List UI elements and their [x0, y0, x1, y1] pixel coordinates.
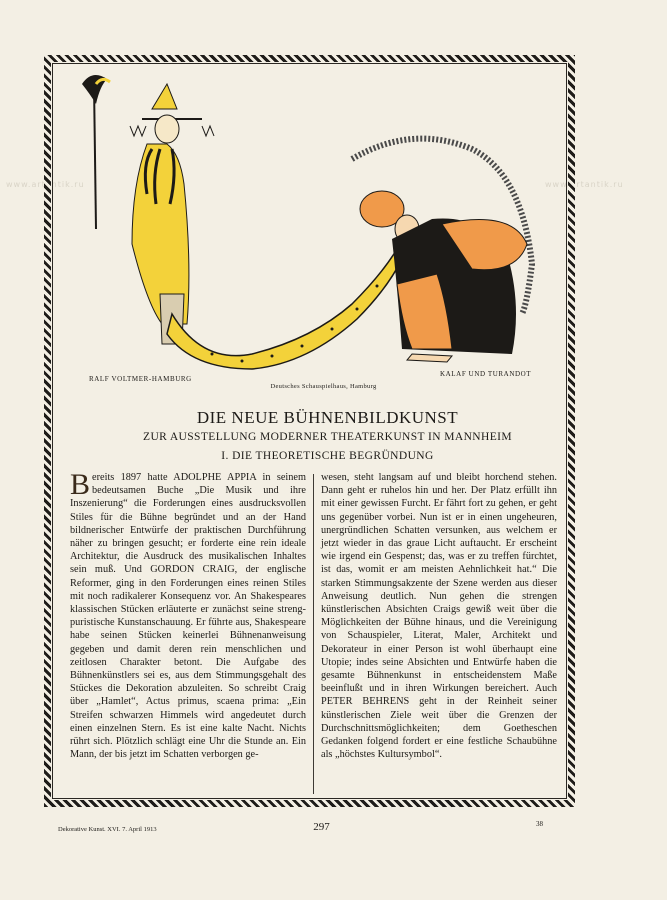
text-column-right	[321, 471, 557, 761]
signature-mark: 38	[536, 820, 543, 828]
section-heading: I. DIE THEORETISCHE BEGRÜNDUNG	[221, 450, 434, 462]
watermark-left: www.artantik.ru	[6, 180, 85, 189]
left-column-text: ereits 1897 hatte ADOLPHE APPIA in seinem bedeutsamen Buche „Die Musik und ihre Inszenierung“ die Forderungen eines ausdrucksvollen Stiles für die Bühne begründet und an der Hand bildnerischer Entwürfe der praktischen Durchführung näher zu bringen gesucht; er forderte eine rein ideale Architektur, die Ausdruck des musikalischen Inhaltes sein muß. Und GORDON CRAIG, der englische Reformer, ging in den Forderungen eines reinen Stiles mit noch radikalerer Konsequenz vor. An Shakespeares klassischen Stücken erläuterte er zunächst seine streng-puristische Kunstanschauung. Er führte aus, Shakespeare habe seinen Stücken keinerlei Bühnenanweisung gegeben und damit deren rein menschlichen und zeitlosen Charakter betont. Die Aufgabe des Bühnenkünstlers sei es, aus dem Stimmungsgehalt des Stückes die Dekoration abzuleiten. So schreibt Craig über „Hamlet“, Actus primus, scaena prima: „Ein Streifen schwarzen Himmels wird angedeutet durch einen einzelnen Stern. Es ist eine kalte Nacht. Nichts rührt sich. Plötzlich schlägt eine Uhr die Stunde an. Ein Mann, der bis jetzt im Schatten verborgen ge-	[70, 472, 306, 761]
watermark-right: www.artantik.ru	[545, 180, 624, 189]
artist-caption: RALF VOLTMER-HAMBURG	[89, 375, 192, 383]
right-column-text: wesen, steht langsam auf und bleibt horchend stehen. Dann geht er ruhelos hin und her. Der Platz erfüllt ihn mit einer gewissen Furcht. Er fährt fort zu gehen, er geht uns gegenüber vorbei. Nun ist er in einen ungeheuren, unergründlichen Schatten versunken, aus welchem er jetzt wieder in das graue Licht auftaucht. Er erscheint wie irgend ein Gespenst; das, was er zu treffen fürchtet, ist das, womit er am meisten Aehnlichkeit hat.“ Die starken Stimmungsakzente der Szene werden aus dieser Anweisung deutlich. Nun gehen die strengen künstlerischen Absichten Craigs gewiß weit über die Möglichkeiten der Bühne hinaus, und die Vereinigung von Schauspieler, Literat, Maler, Architekt und Dekorateur in einer Person ist wohl überhaupt eine Utopie; indes seine Absichten und Entwürfe haben die gesamte Bühnenkunst in entscheidenstem Maße beeinflußt und in ihren Wirkungen bereichert. Auch PETER BEHRENS geht in der Reinheit seiner künstlerischen Ziele weit über die Grenzen der Durchschnittsmöglichkeiten; dem Goetheschen Gedanken folgend fordert er eine festliche Schaubühne als „höchstes Kultursymbol“.	[321, 472, 557, 761]
theater-caption: Deutsches Schauspielhaus, Hamburg	[270, 383, 377, 390]
article-subtitle: ZUR AUSSTELLUNG MODERNER THEATERKUNST IN MANNHEIM	[143, 431, 512, 443]
turandot-illustration	[52, 64, 567, 374]
page-number: 297	[313, 821, 330, 833]
text-column-left	[70, 468, 306, 761]
drop-cap: B	[70, 468, 91, 501]
scene-caption: KALAF UND TURANDOT	[440, 370, 532, 378]
column-divider	[313, 474, 314, 794]
article-title: DIE NEUE BÜHNENBILDKUNST	[196, 408, 459, 427]
journal-info: Dekorative Kunst. XVI. 7. April 1913	[58, 826, 157, 833]
